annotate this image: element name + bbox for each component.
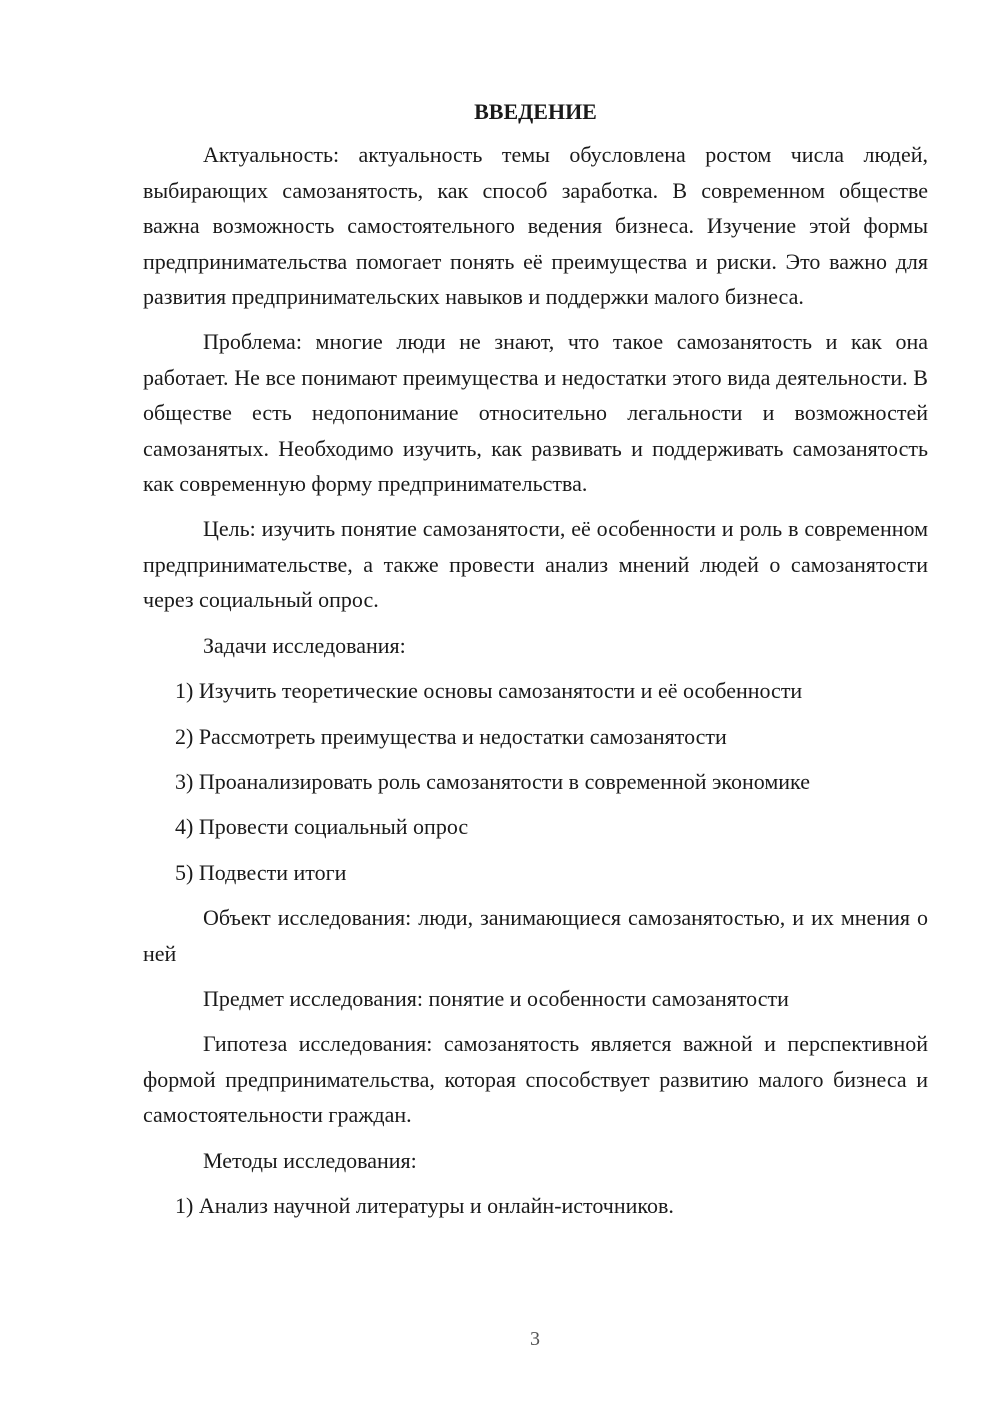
- methods-list: [143, 1188, 928, 1223]
- page-number: 3: [530, 1328, 540, 1350]
- methods-heading: Методы исследования:: [203, 1147, 417, 1173]
- list-item: 1) Анализ научной литературы и онлайн-источников.: [175, 1192, 674, 1218]
- document-page: [143, 94, 928, 1233]
- list-item: 5) Подвести итоги: [175, 859, 347, 885]
- goal-paragraph: Цель: изучить понятие самозанятости, её особенности и роль в современном предпринимательстве, а также провести анализ мнений людей о самозанятости через социальный опрос.: [143, 516, 928, 613]
- object-paragraph: Объект исследования: люди, занимающиеся самозанятостью, и их мнения о ней: [143, 905, 928, 966]
- relevance-paragraph: Актуальность: актуальность темы обусловлена ростом числа людей, выбирающих самозанятость, как способ заработка. В современном обществе важна возможность самостоятельного ведения бизнеса. Изучение этой формы предпринимательства помогает понять её преимущества и риски. Это важно для развития предпринимательских навыков и поддержки малого бизнеса.: [143, 142, 928, 310]
- tasks-list: [143, 673, 928, 890]
- list-item: 3) Проанализировать роль самозанятости в современной экономике: [175, 768, 810, 794]
- hypothesis-paragraph: Гипотеза исследования: самозанятость является важной и перспективной формой предпринимательства, которая способствует развитию малого бизнеса и самостоятельности граждан.: [143, 1031, 928, 1128]
- page-title: ВВЕДЕНИЕ: [474, 99, 597, 124]
- list-item: 4) Провести социальный опрос: [175, 814, 469, 840]
- problem-paragraph: Проблема: многие люди не знают, что такое самозанятость и как она работает. Не все понимают преимущества и недостатки этого вида деятельности. В обществе есть недопонимание относительно легальности и возможностей самозанятых. Необходимо изучить, как развивать и поддерживать самозанятость как современную форму предпринимательства.: [143, 329, 928, 497]
- list-item: 2) Рассмотреть преимущества и недостатки самозанятости: [175, 723, 727, 749]
- list-item: 1) Изучить теоретические основы самозанятости и её особенности: [175, 678, 803, 704]
- tasks-heading: Задачи исследования:: [203, 632, 406, 658]
- subject-paragraph: Предмет исследования: понятие и особенности самозанятости: [203, 985, 789, 1011]
